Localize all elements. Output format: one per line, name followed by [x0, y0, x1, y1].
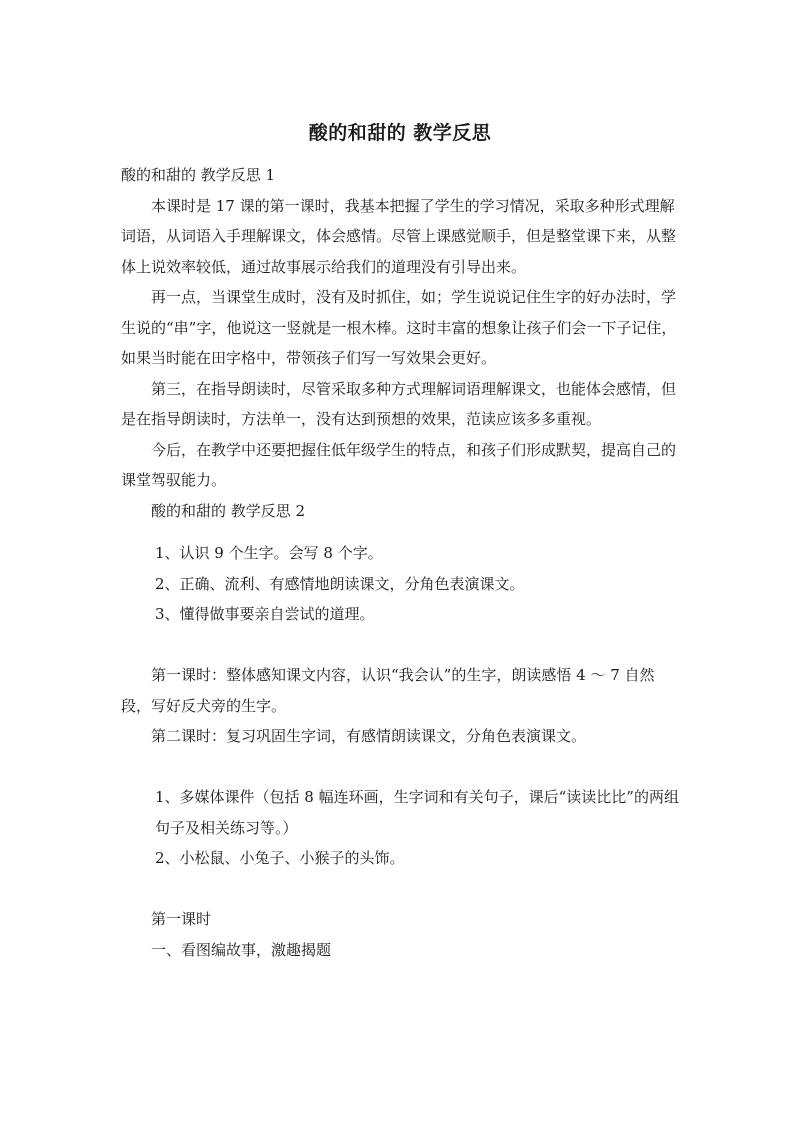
- body-paragraph: 今后，在教学中还要把握住低年级学生的特点，和孩子们形成默契，提高自己的课堂驾驭能力。: [121, 440, 677, 489]
- section-heading-1: 酸的和甜的 教学反思 1: [121, 166, 276, 184]
- body-paragraph: 再一点，当课堂生成时，没有及时抓住，如；学生说说记住生字的好办法时，学生说的“串”字，他说这一竖就是一根木棒。这时丰富的想象让孩子们会一下子记住，如果当时能在田字格中，带领孩子们写一写效果会更好。: [121, 288, 677, 367]
- body-paragraph: 第二课时：复习巩固生字词，有感情朗读课文，分角色表演课文。: [151, 727, 587, 745]
- list-item: 1、多媒体课件（包括 8 幅连环画，生字词和有关句子，课后“读读比比”的两组句子及相关练习等。）: [155, 788, 679, 837]
- list-item: 2、正确、流利、有感情地朗读课文，分角色表演课文。: [155, 574, 525, 593]
- body-paragraph: 一、看图编故事，激趣揭题: [151, 940, 332, 959]
- spacer: [121, 874, 681, 905]
- list-item: 2、小松鼠、小兔子、小猴子的头饰。: [155, 849, 405, 867]
- list-item: 3、懂得做事要亲自尝试的道理。: [155, 605, 375, 623]
- document-title: 酸的和甜的 教学反思: [308, 122, 492, 144]
- body-paragraph: 第一课时：整体感知课文内容，认识“我会认”的生字，朗读感悟 4 ～ 7 自然段，写好反犬旁的生字。: [121, 666, 655, 715]
- body-paragraph: 本课时是 17 课的第一课时，我基本把握了学生的学习情况，采取多种形式理解词语，从词语入手理解课文，体会感情。尽管上课感觉顺手，但是整堂课下来，从整体上说效率较低，通过故事展示给我们的道理没有引导出来。: [121, 196, 677, 276]
- list-item: 1、认识 9 个生字。会写 8 个字。: [155, 544, 383, 562]
- document-body: [121, 160, 681, 965]
- spacer: [121, 752, 681, 783]
- body-paragraph: 第三，在指导朗读时，尽管采取多种方式理解词语理解课文，也能体会感情，但是在指导朗读时，方法单一，没有达到预想的效果，范读应该多多重视。: [121, 379, 677, 428]
- spacer: [121, 630, 681, 661]
- body-paragraph: 第一课时: [151, 910, 212, 928]
- section-heading-2: 酸的和甜的 教学反思 2: [151, 501, 306, 520]
- spacer: [121, 526, 681, 538]
